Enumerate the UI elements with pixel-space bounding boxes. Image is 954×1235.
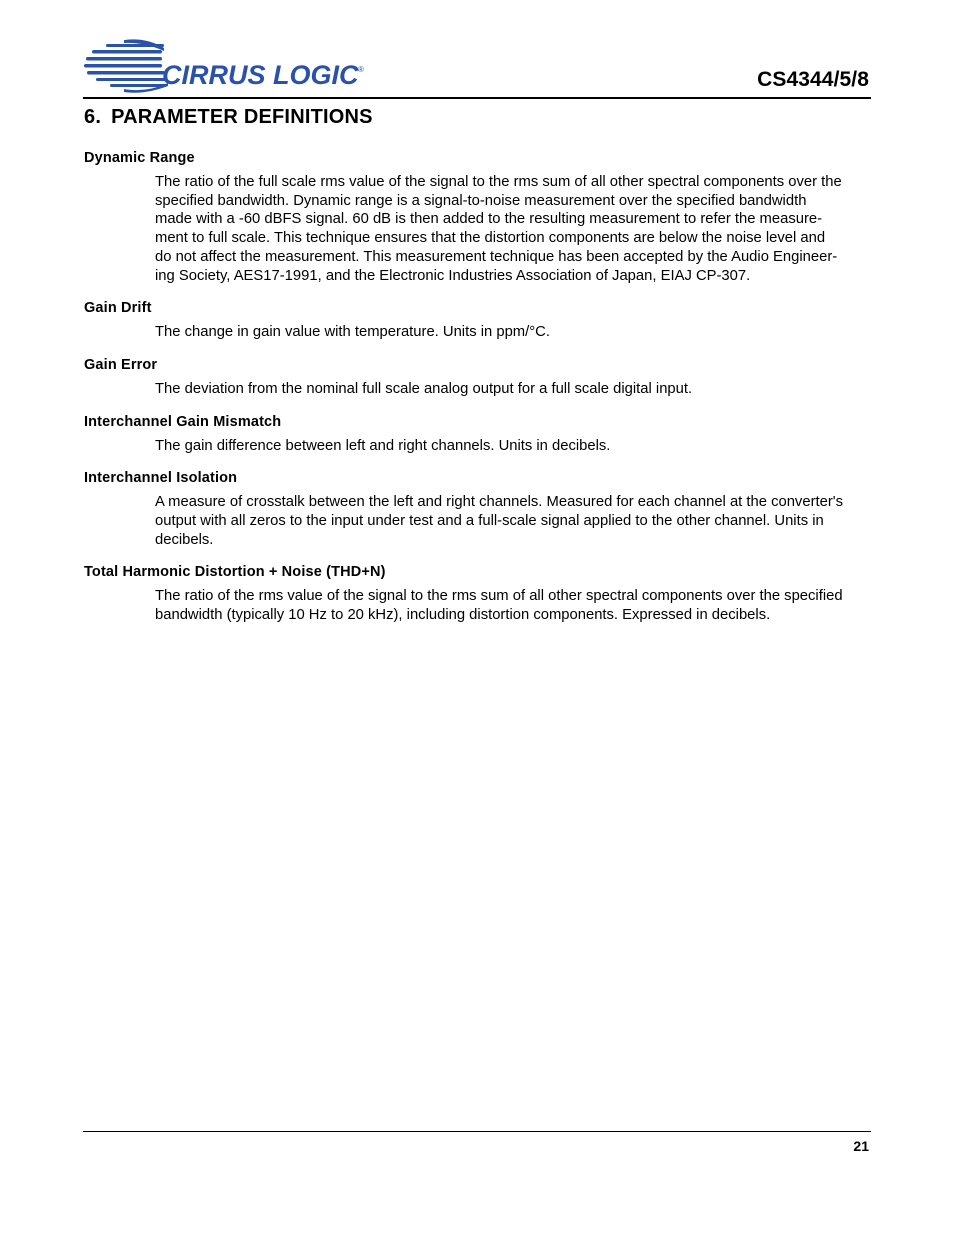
description-line: made with a -60 dBFS signal. 60 dB is then added to the resulting measurement to refer the measure-	[155, 211, 823, 228]
definition-description	[155, 493, 871, 549]
definition-description	[155, 173, 871, 285]
definition-item	[84, 413, 871, 456]
document-id: CS4344/5/8	[757, 68, 869, 91]
definition-description	[155, 380, 871, 399]
logo-wordmark: CIRRUS LOGIC	[162, 60, 359, 90]
page-number: 21	[853, 1138, 869, 1154]
definition-item	[84, 563, 871, 624]
description-line: bandwidth (typically 10 Hz to 20 kHz), including distortion components. Expressed in decibels.	[155, 607, 771, 624]
section-title-text: PARAMETER DEFINITIONS	[111, 106, 373, 128]
definition-term: Interchannel Gain Mismatch	[84, 413, 282, 430]
definitions-list	[84, 149, 871, 639]
description-line: specified bandwidth. Dynamic range is a signal-to-noise measurement over the specified bandwidth	[155, 192, 807, 209]
registered-mark: ®	[358, 65, 364, 74]
definition-item	[84, 149, 871, 285]
definition-description	[155, 437, 871, 456]
description-line: output with all zeros to the input under test and a full-scale signal applied to the other channel. Units in	[155, 513, 824, 530]
description-line: ing Society, AES17-1991, and the Electronic Industries Association of Japan, EIAJ CP-307.	[155, 267, 751, 284]
description-line: The ratio of the rms value of the signal to the rms sum of all other spectral components over the specified	[155, 588, 843, 605]
definition-term: Gain Drift	[84, 300, 152, 317]
section-title	[84, 106, 373, 129]
definition-description	[155, 587, 871, 624]
description-line: The gain difference between left and right channels. Units in decibels.	[155, 437, 611, 454]
company-logo	[84, 36, 374, 96]
definition-term: Interchannel Isolation	[84, 470, 238, 487]
definition-item	[84, 299, 871, 342]
description-line: The deviation from the nominal full scale analog output for a full scale digital input.	[155, 380, 693, 397]
description-line: ment to full scale. This technique ensures that the distortion components are below the noise level and	[155, 230, 826, 247]
definition-term: Gain Error	[84, 356, 158, 373]
description-line: A measure of crosstalk between the left and right channels. Measured for each channel at the converter's	[155, 494, 843, 511]
section-number: 6.	[84, 106, 102, 128]
cirrus-logic-logo-icon	[84, 36, 374, 96]
description-line: do not affect the measurement. This measurement technique has been accepted by the Audio Engineer-	[155, 248, 838, 265]
description-line: The change in gain value with temperature. Units in ppm/°C.	[155, 324, 550, 341]
description-line: decibels.	[155, 531, 214, 548]
definition-item	[84, 469, 871, 549]
definition-item	[84, 356, 871, 399]
definition-term: Total Harmonic Distortion + Noise (THD+N)	[84, 564, 386, 581]
description-line: The ratio of the full scale rms value of the signal to the rms sum of all other spectral components over the	[155, 174, 842, 190]
footer-divider	[83, 1131, 871, 1132]
header-divider	[83, 97, 871, 99]
definition-description	[155, 323, 871, 342]
definition-term: Dynamic Range	[84, 150, 195, 166]
